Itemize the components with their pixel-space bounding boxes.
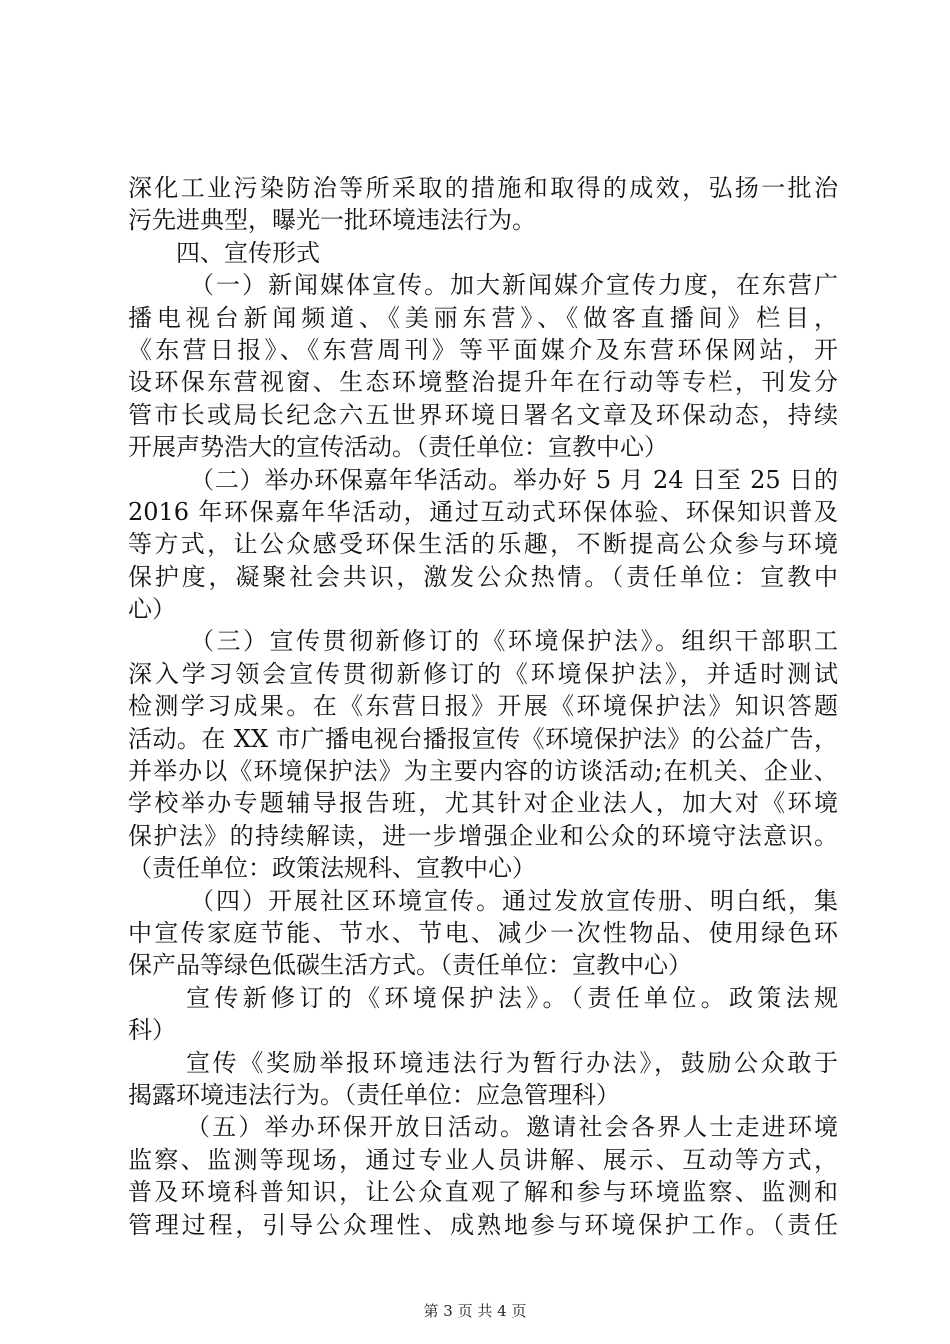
text-line: （一）新闻媒体宣传。加大新闻媒介宣传力度，在东营广 (190, 271, 838, 300)
page-number-label: 第 3 页 共 4 页 (423, 1302, 527, 1320)
text-line: 深化工业污染防治等所采取的措施和取得的成效，弘扬一批治 (128, 174, 838, 202)
text-line: 等方式，让公众感受环保生活的乐趣，不断提高公众参与环境 (128, 530, 838, 559)
text-line: 开展声势浩大的宣传活动。（责任单位：宣教中心） (128, 433, 668, 462)
text-line: 科） (128, 1016, 176, 1045)
text-line: 设环保东营视窗、生态环境整治提升年在行动等专栏，刊发分 (128, 368, 838, 397)
text-line: （三）宣传贯彻新修订的《环境保护法》。组织干部职工 (190, 627, 838, 656)
text-line: 活动。在 XX 市广播电视台播报宣传《环境保护法》的公益广告， (128, 724, 838, 753)
text-line: 宣传《奖励举报环境违法行为暂行办法》，鼓励公众敢于 (186, 1048, 838, 1077)
text-line: 检测学习成果。在《东营日报》开展《环境保护法》知识答题 (128, 692, 838, 721)
text-line: 污先进典型，曝光一批环境违法行为。 (128, 206, 536, 235)
text-line: （二）举办环保嘉年华活动。举办好 5 月 24 日至 25 日的 (190, 465, 838, 494)
text-line: 并举办以《环境保护法》为主要内容的访谈活动;在机关、企业、 (128, 757, 838, 786)
text-line: 中宣传家庭节能、节水、节电、减少一次性物品、使用绿色环 (128, 918, 838, 947)
text-line: （责任单位：政策法规科、宣教中心） (128, 854, 536, 883)
page-footer (0, 1300, 950, 1321)
text-line: 学校举办专题辅导报告班，尤其针对企业法人，加大对《环境 (128, 789, 838, 818)
text-line: 心） (128, 595, 176, 624)
text-line: 管市长或局长纪念六五世界环境日署名文章及环保动态，持续 (128, 400, 838, 429)
text-line: 播电视台新闻频道、《美丽东营》、《做客直播间》栏目， (128, 303, 838, 332)
text-line: 2016 年环保嘉年华活动，通过互动式环保体验、环保知识普及 (128, 497, 838, 526)
text-line: 管理过程，引导公众理性、成熟地参与环境保护工作。（责任 (128, 1210, 838, 1239)
text-line: 保护法》的持续解读，进一步增强企业和公众的环境守法意识。 (128, 821, 838, 850)
text-line: （四）开展社区环境宣传。通过发放宣传册、明白纸，集 (190, 886, 838, 915)
text-line: 监察、监测等现场，通过专业人员讲解、展示、互动等方式， (128, 1145, 838, 1174)
text-line: 宣传新修订的《环境保护法》。（责任单位。政策法规 (186, 983, 838, 1012)
text-line: 保护度，凝聚社会共识，激发公众热情。（责任单位：宣教中 (128, 562, 838, 591)
section-heading: 四、宣传形式 (176, 238, 320, 267)
document-body (128, 172, 838, 1241)
text-line: 普及环境科普知识，让公众直观了解和参与环境监察、监测和 (128, 1178, 838, 1207)
text-line: 揭露环境违法行为。（责任单位：应急管理科） (128, 1080, 620, 1109)
text-line: （五）举办环保开放日活动。邀请社会各界人士走进环境 (186, 1113, 838, 1142)
text-line: 《东营日报》、《东营周刊》等平面媒介及东营环保网站，开 (128, 335, 838, 364)
text-line: 保产品等绿色低碳生活方式。（责任单位：宣教中心） (128, 951, 692, 980)
text-line: 深入学习领会宣传贯彻新修订的《环境保护法》，并适时测试 (128, 659, 838, 688)
